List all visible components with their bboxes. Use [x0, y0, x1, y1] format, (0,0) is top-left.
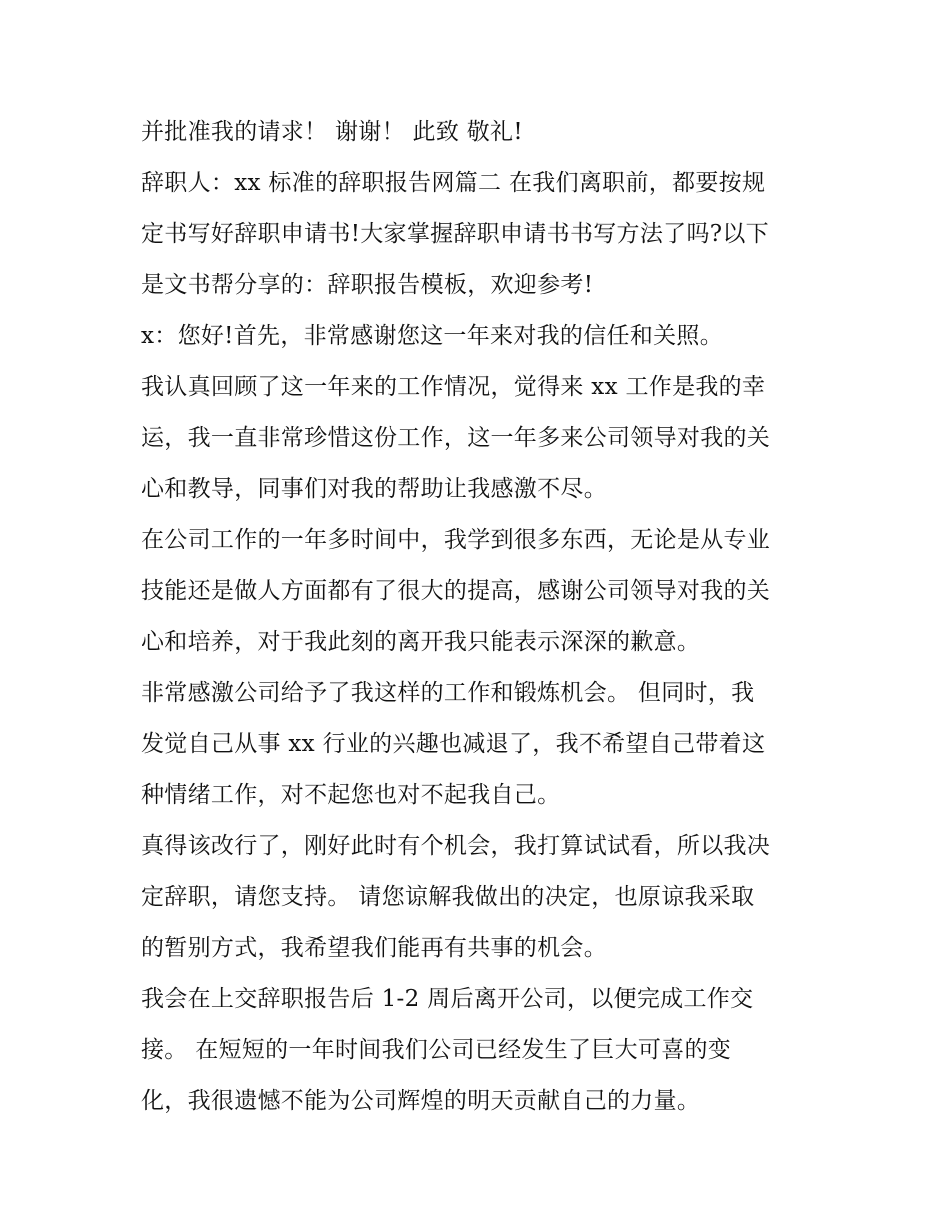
text-line: x：您好!首先，非常感谢您这一年来对我的信任和关照。: [141, 323, 724, 349]
document-body: [141, 107, 821, 1127]
text-line: 心和教导，同事们对我的帮助让我感激不尽。: [141, 476, 607, 502]
text-line: 接。 在短短的一年时间我们公司已经发生了巨大可喜的变: [141, 1037, 732, 1063]
text-line: 辞职人：xx 标准的辞职报告网篇二 在我们离职前，都要按规: [141, 170, 766, 196]
text-line: 的暂别方式，我希望我们能再有共事的机会。: [141, 935, 607, 961]
text-line: 心和培养，对于我此刻的离开我只能表示深深的歉意。: [141, 629, 701, 655]
text-line: 化，我很遗憾不能为公司辉煌的明天贡献自己的力量。: [141, 1088, 701, 1114]
text-line: 定书写好辞职申请书!大家掌握辞职申请书书写方法了吗?以下: [141, 221, 769, 247]
text-line: 并批准我的请求！ 谢谢！ 此致 敬礼!: [141, 119, 523, 145]
text-line: 我认真回顾了这一年来的工作情况，觉得来 xx 工作是我的幸: [141, 374, 766, 400]
text-line: 非常感激公司给予了我这样的工作和锻炼机会。 但同时，我: [141, 680, 755, 706]
text-line: 种情绪工作，对不起您也对不起我自己。: [141, 782, 561, 808]
text-line: 发觉自己从事 xx 行业的兴趣也减退了，我不希望自己带着这: [141, 731, 766, 757]
text-line: 真得该改行了，刚好此时有个机会，我打算试试看，所以我决: [141, 833, 771, 859]
text-line: 是文书帮分享的：辞职报告模板，欢迎参考!: [141, 272, 594, 298]
text-line: 我会在上交辞职报告后 1-2 周后离开公司，以便完成工作交: [141, 986, 754, 1012]
text-line: 运，我一直非常珍惜这份工作，这一年多来公司领导对我的关: [141, 425, 771, 451]
text-line: 在公司工作的一年多时间中，我学到很多东西，无论是从专业: [141, 527, 771, 553]
text-line: 技能还是做人方面都有了很大的提高，感谢公司领导对我的关: [141, 578, 771, 604]
text-line: 定辞职，请您支持。 请您谅解我做出的决定，也原谅我采取: [141, 884, 755, 910]
